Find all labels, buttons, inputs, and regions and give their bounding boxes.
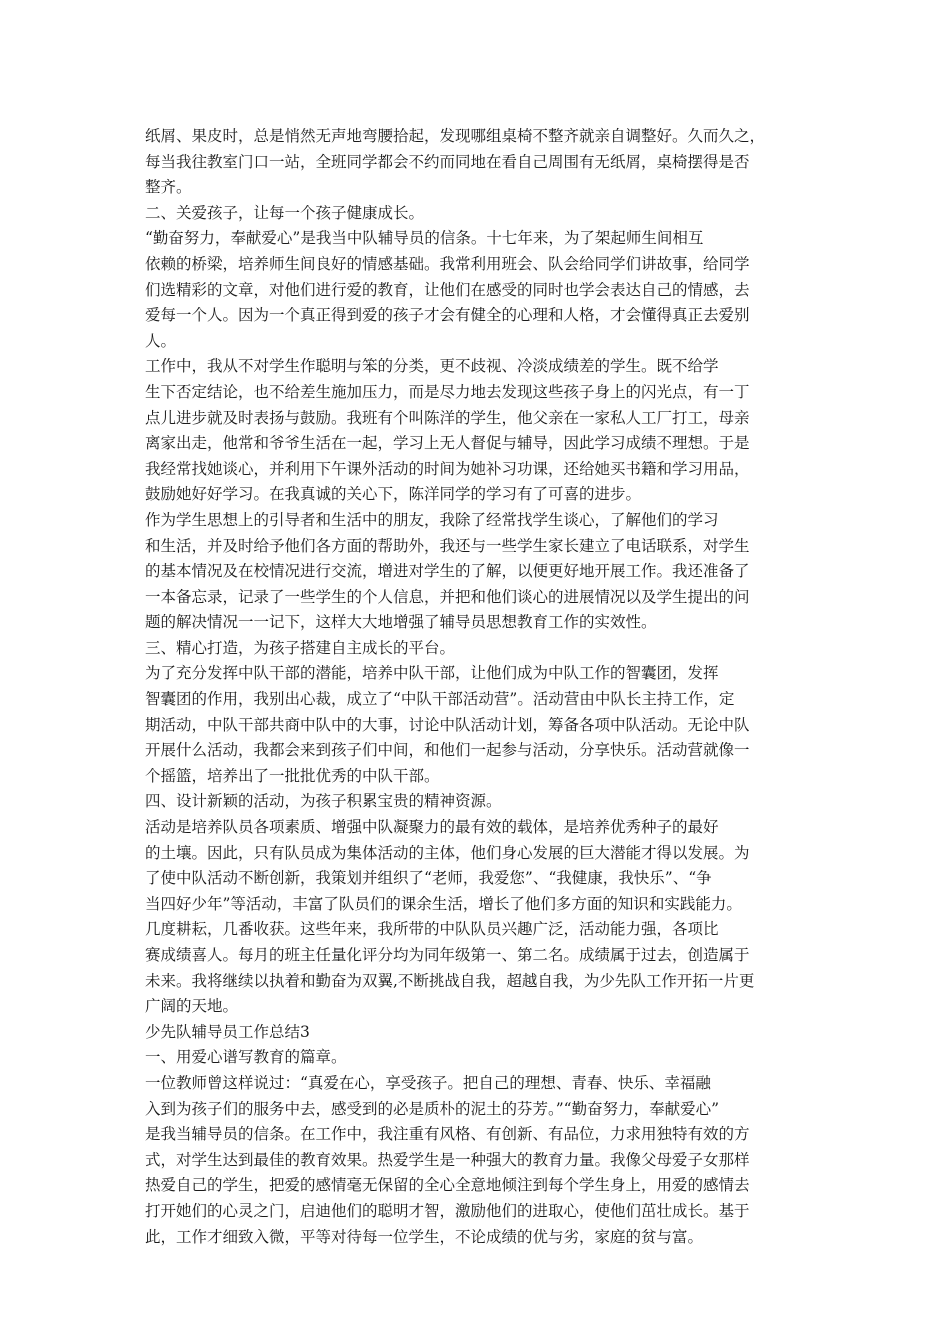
text-line: 整齐。 [145, 178, 192, 197]
text-line: 期活动，中队干部共商中队中的大事，讨论中队活动计划，筹备各项中队活动。无论中队 [145, 715, 750, 734]
text-line: 未来。我将继续以执着和勤奋为双翼,不断挑战自我，超越自我，为少先队工作开拓一片更 [145, 971, 755, 990]
section-heading: 二、关爱孩子，让每一个孩子健康成长。 [145, 203, 425, 222]
text-line: 每当我往教室门口一站，全班同学都会不约而同地在看自己周围有无纸屑，桌椅摆得是否 [145, 152, 750, 171]
section-heading: 一、用爱心谱写教育的篇章。 [145, 1048, 347, 1067]
text-line: 打开她们的心灵之门，启迪他们的聪明才智，激励他们的进取心，使他们茁壮成长。基于 [145, 1201, 750, 1220]
document-body [145, 124, 810, 1250]
section-heading: 四、设计新颖的活动，为孩子积累宝贵的精神资源。 [145, 792, 502, 811]
text-line: 活动是培养队员各项素质、增强中队凝聚力的最有效的载体，是培养优秀种子的最好 [145, 818, 719, 837]
text-line: 的土壤。因此，只有队员成为集体活动的主体，他们身心发展的巨大潜能才得以发展。为 [145, 843, 750, 862]
text-line: 热爱自己的学生，把爱的感情毫无保留的全心全意地倾注到每个学生身上，用爱的感情去 [145, 1176, 750, 1195]
text-line: 我经常找她谈心，并利用下午课外活动的时间为她补习功课，还给她买书籍和学习用品， [145, 459, 750, 478]
text-line: 纸屑、果皮时，总是悄然无声地弯腰拾起，发现哪组桌椅不整齐就亲自调整好。久而久之， [145, 127, 766, 145]
section-heading: 三、精心打造，为孩子搭建自主成长的平台。 [145, 638, 456, 657]
text-line: 当四好少年”等活动，丰富了队员们的课余生活，增长了他们多方面的知识和实践能力。 [145, 894, 742, 913]
text-line: 开展什么活动，我都会来到孩子们中间，和他们一起参与活动，分享快乐。活动营就像一 [145, 741, 750, 760]
text-line: 鼓励她好好学习。在我真诚的关心下，陈洋同学的学习有了可喜的进步。 [145, 485, 642, 504]
text-line: 入到为孩子们的服务中去，感受到的必是质朴的泥土的芬芳。”“勤奋努力，奉献爱心” [145, 1099, 720, 1118]
text-line: 个摇篮，培养出了一批批优秀的中队干部。 [145, 766, 440, 785]
text-line: 此，工作才细致入微，平等对待每一位学生，不论成绩的优与劣，家庭的贫与富。 [145, 1227, 704, 1246]
text-line: 式，对学生达到最佳的教育效果。热爱学生是一种强大的教育力量。我像父母爱子女那样 [145, 1150, 750, 1169]
text-line: “勤奋努力，奉献爱心”是我当中队辅导员的信条。十七年来，为了架起师生间相互 [145, 229, 704, 248]
text-line: 赛成绩喜人。每月的班主任量化评分均为同年级第一、第二名。成绩属于过去，创造属于 [145, 946, 750, 964]
text-line: 一本备忘录，记录了一些学生的个人信息，并把和他们谈心的进展情况以及学生提出的问 [145, 587, 750, 606]
text-line: 作为学生思想上的引导者和生活中的朋友，我除了经常找学生谈心，了解他们的学习 [145, 510, 719, 529]
text-line: 爱每一个人。因为一个真正得到爱的孩子才会有健全的心理和人格，才会懂得真正去爱别 [145, 306, 750, 325]
text-line: 生下否定结论，也不给差生施加压力，而是尽力地去发现这些孩子身上的闪光点，有一丁 [145, 382, 750, 401]
text-line: 人。 [145, 331, 177, 350]
text-line: 和生活，并及时给予他们各方面的帮助外，我还与一些学生家长建立了电话联系，对学生 [145, 536, 750, 555]
text-line: 离家出走，他常和爷爷生活在一起，学习上无人督促与辅导，因此学习成绩不理想。于是 [145, 434, 750, 453]
text-line: 几度耕耘，几番收获。这些年来，我所带的中队队员兴趣广泛，活动能力强，各项比 [145, 920, 719, 939]
text-line: 的基本情况及在校情况进行交流，增进对学生的了解，以便更好地开展工作。我还准备了 [145, 562, 750, 581]
text-line: 依赖的桥梁，培养师生间良好的情感基础。我常利用班会、队会给同学们讲故事，给同学 [145, 254, 750, 273]
text-line: 一位教师曾这样说过：“真爱在心，享受孩子。把自己的理想、青春、快乐、幸福融 [145, 1073, 711, 1092]
text-line: 工作中，我从不对学生作聪明与笨的分类，更不歧视、冷淡成绩差的学生。既不给学 [145, 357, 719, 376]
text-line: 了使中队活动不断创新，我策划并组织了“老师，我爱您”、“我健康，我快乐”、“争 [145, 869, 712, 888]
text-line: 为了充分发挥中队干部的潜能，培养中队干部，让他们成为中队工作的智囊团，发挥 [145, 664, 719, 683]
text-line: 广阔的天地。 [145, 997, 239, 1016]
text-line: 题的解决情况一一记下，这样大大地增强了辅导员思想教育工作的实效性。 [145, 613, 657, 632]
text-line: 智囊团的作用，我别出心裁，成立了“中队干部活动营”。活动营由中队长主持工作，定 [145, 690, 735, 709]
section-heading: 少先队辅导员工作总结3 [145, 1022, 310, 1041]
text-line: 点儿进步就及时表扬与鼓励。我班有个叫陈洋的学生，他父亲在一家私人工厂打工，母亲 [145, 408, 750, 427]
text-line: 是我当辅导员的信条。在工作中，我注重有风格、有创新、有品位，力求用独特有效的方 [145, 1125, 750, 1144]
text-line: 们选精彩的文章，对他们进行爱的教育，让他们在感受的同时也学会表达自己的情感，去 [145, 280, 750, 299]
